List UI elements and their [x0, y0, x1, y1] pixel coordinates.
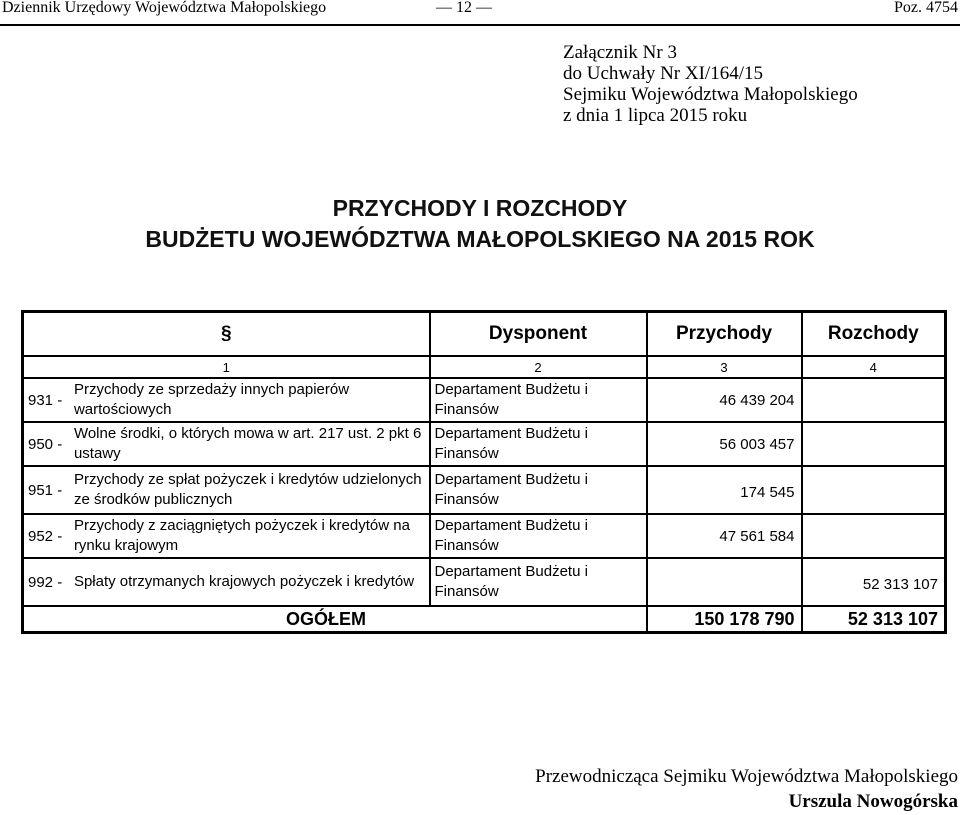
- disposer-cell: Departament Budżetu i Finansów: [430, 514, 647, 558]
- expenditure-cell: [802, 466, 946, 514]
- expenditure-cell: 52 313 107: [802, 558, 946, 606]
- expenditure-cell: [802, 378, 946, 422]
- section-cell: [23, 514, 430, 558]
- header-section: §: [23, 312, 430, 357]
- column-number-4: 4: [802, 356, 946, 378]
- section-name: Wolne środki, o których mowa w art. 217 ust. 2 pkt 6 ustawy: [73, 425, 422, 462]
- title-line-2: BUDŻETU WOJEWÓDZTWA MAŁOPOLSKIEGO NA 2015 ROK: [145, 226, 815, 252]
- total-expenditure: 52 313 107: [802, 606, 946, 633]
- column-number-3: 3: [647, 356, 802, 378]
- annex-number: Załącznik Nr 3: [563, 42, 677, 63]
- page-header: [0, 0, 960, 26]
- section-code: 931 -: [28, 391, 63, 409]
- total-label: OGÓŁEM: [23, 606, 647, 633]
- section-name: Spłaty otrzymanych krajowych pożyczek i kredytów: [73, 573, 415, 590]
- section-code: 950 -: [28, 435, 63, 453]
- annex-date: z dnia 1 lipca 2015 roku: [563, 105, 748, 126]
- title-line-1: PRZYCHODY I ROZCHODY: [332, 195, 628, 221]
- income-cell: 174 545: [647, 466, 802, 514]
- total-row: [23, 606, 946, 633]
- section-cell: [23, 422, 430, 466]
- section-name: Przychody ze sprzedaży innych papierów wartościowych: [73, 381, 350, 418]
- journal-title: Dziennik Urzędowy Województwa Małopolskiego: [2, 0, 327, 16]
- signer-name: Urszula Nowogórska: [788, 791, 958, 812]
- position-number: Poz. 4754: [894, 0, 958, 16]
- section-name: Przychody ze spłat pożyczek i kredytów udzielonych ze środków publicznych: [73, 471, 422, 508]
- annex-resolution: do Uchwały Nr XI/164/15: [563, 63, 763, 84]
- income-cell: [647, 558, 802, 606]
- table-row: [23, 378, 946, 422]
- header-disposer: Dysponent: [430, 312, 647, 357]
- column-number-2: 2: [430, 356, 647, 378]
- section-cell: [23, 466, 430, 514]
- disposer-cell: Departament Budżetu i Finansów: [430, 422, 647, 466]
- document-title: [0, 193, 960, 255]
- table-row: [23, 514, 946, 558]
- expenditure-cell: [802, 422, 946, 466]
- income-cell: 56 003 457: [647, 422, 802, 466]
- annex-block: [563, 42, 858, 126]
- section-code: 952 -: [28, 527, 63, 545]
- budget-table: [21, 310, 947, 634]
- expenditure-cell: [802, 514, 946, 558]
- column-number-1: 1: [23, 356, 430, 378]
- table-row: [23, 422, 946, 466]
- income-cell: 47 561 584: [647, 514, 802, 558]
- signature-block: [535, 764, 958, 814]
- section-code: 951 -: [28, 481, 63, 499]
- income-cell: 46 439 204: [647, 378, 802, 422]
- disposer-cell: Departament Budżetu i Finansów: [430, 378, 647, 422]
- disposer-cell: Departament Budżetu i Finansów: [430, 466, 647, 514]
- table-header-row: [23, 312, 946, 357]
- page-number: — 12 —: [436, 0, 492, 16]
- disposer-cell: Departament Budżetu i Finansów: [430, 558, 647, 606]
- table-row: [23, 466, 946, 514]
- total-income: 150 178 790: [647, 606, 802, 633]
- table-row: [23, 558, 946, 606]
- signer-role: Przewodnicząca Sejmiku Województwa Małopolskiego: [535, 766, 958, 787]
- header-income: Przychody: [647, 312, 802, 357]
- column-number-row: [23, 356, 946, 378]
- header-expenditure: Rozchody: [802, 312, 946, 357]
- annex-assembly: Sejmiku Województwa Małopolskiego: [563, 84, 858, 105]
- section-cell: [23, 558, 430, 606]
- section-cell: [23, 378, 430, 422]
- section-name: Przychody z zaciągniętych pożyczek i kredytów na rynku krajowym: [73, 517, 410, 554]
- section-code: 992 -: [28, 573, 63, 591]
